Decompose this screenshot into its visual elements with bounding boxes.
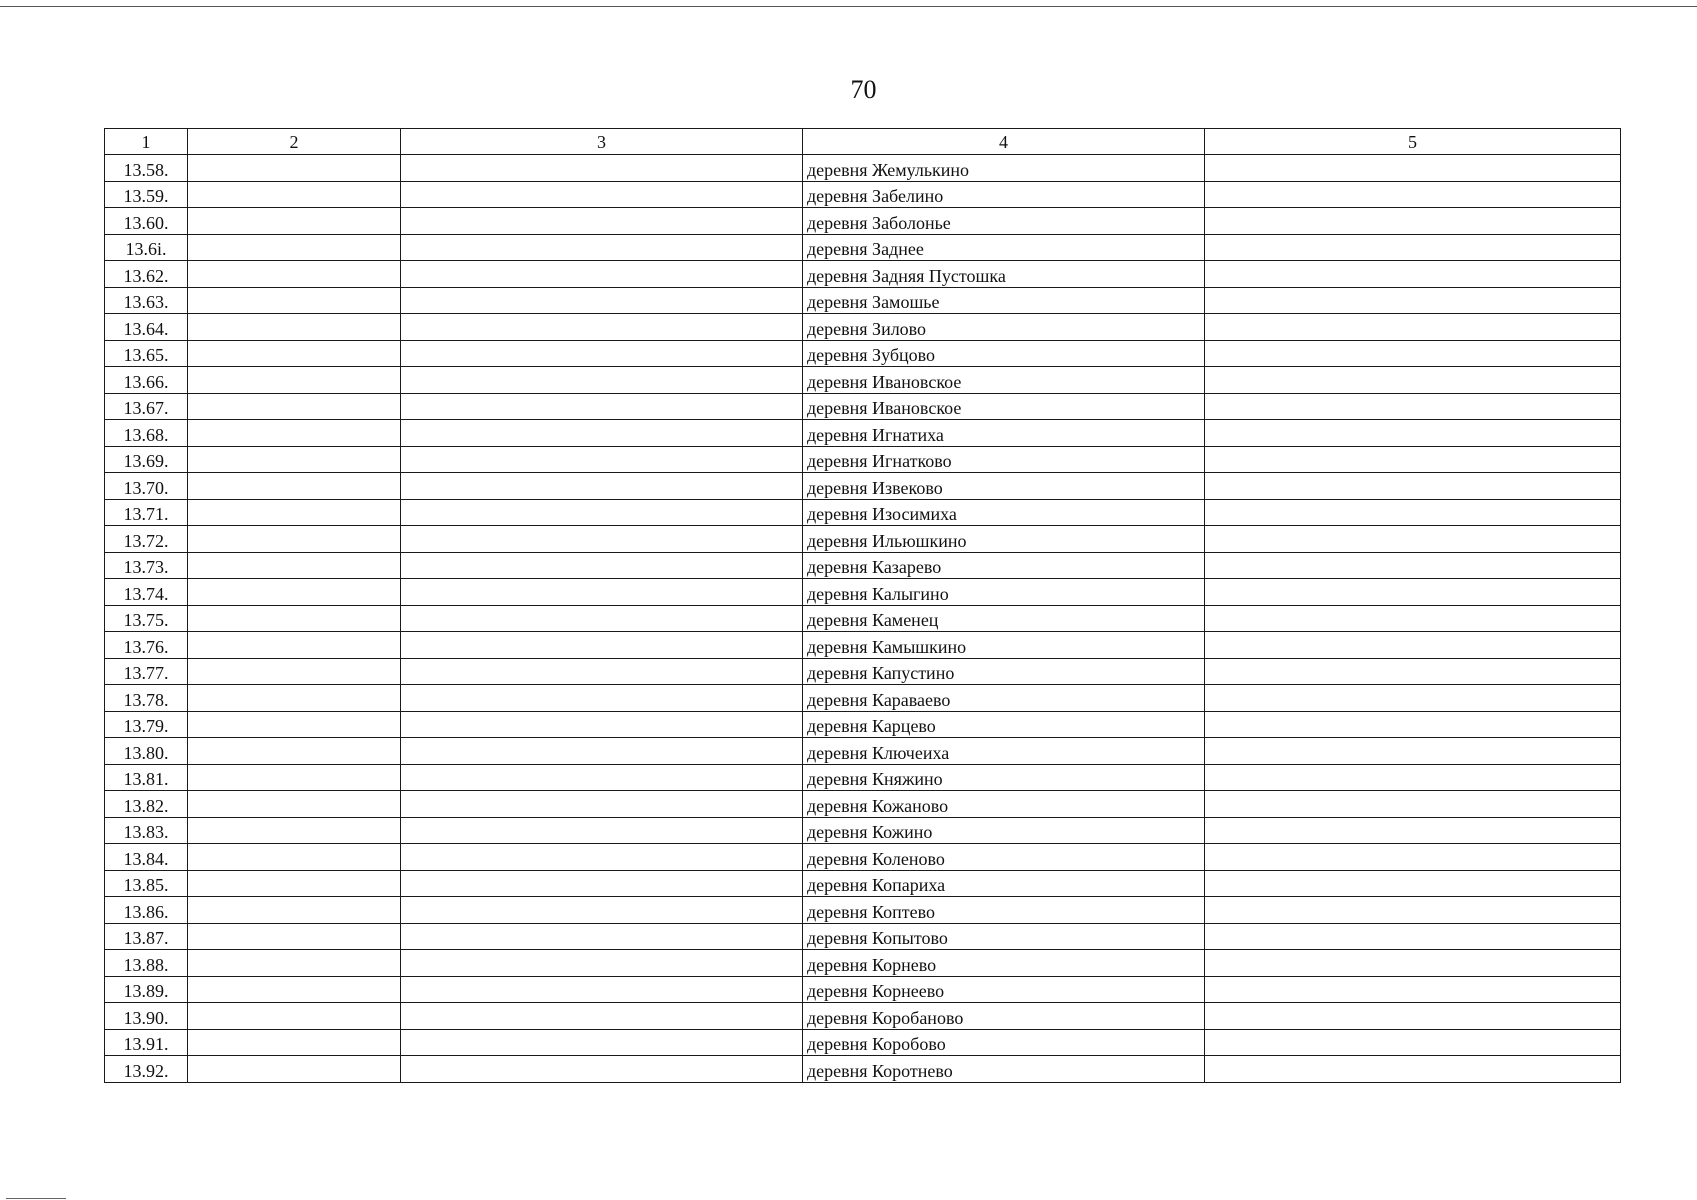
column-3-cell — [401, 1056, 803, 1083]
column-2-cell — [188, 764, 401, 791]
settlement-name-cell: деревня Казарево — [803, 552, 1205, 579]
settlement-name-cell: деревня Извеково — [803, 473, 1205, 500]
column-3-cell — [401, 155, 803, 182]
column-3-cell — [401, 499, 803, 526]
column-2-cell — [188, 1003, 401, 1030]
column-5-cell — [1205, 420, 1621, 447]
row-number-cell: 13.6i. — [105, 234, 188, 261]
column-2-cell — [188, 446, 401, 473]
row-number-cell: 13.85. — [105, 870, 188, 897]
column-2-cell — [188, 393, 401, 420]
column-5-cell — [1205, 446, 1621, 473]
column-2-cell — [188, 685, 401, 712]
table-row — [105, 155, 1621, 182]
table-row — [105, 711, 1621, 738]
settlement-name-cell: деревня Игнатиха — [803, 420, 1205, 447]
column-3-cell — [401, 950, 803, 977]
table-row — [105, 632, 1621, 659]
column-3-cell — [401, 261, 803, 288]
row-number-cell: 13.69. — [105, 446, 188, 473]
row-number-cell: 13.60. — [105, 208, 188, 235]
table-row — [105, 1029, 1621, 1056]
row-number-cell: 13.80. — [105, 738, 188, 765]
column-2-cell — [188, 844, 401, 871]
table-row — [105, 923, 1621, 950]
column-3-cell — [401, 234, 803, 261]
table-row — [105, 579, 1621, 606]
row-number-cell: 13.89. — [105, 976, 188, 1003]
column-5-cell — [1205, 499, 1621, 526]
table-row — [105, 446, 1621, 473]
table-row — [105, 393, 1621, 420]
row-number-cell: 13.68. — [105, 420, 188, 447]
settlement-name-cell: деревня Коробово — [803, 1029, 1205, 1056]
column-2-cell — [188, 499, 401, 526]
column-3-cell — [401, 738, 803, 765]
table-row — [105, 764, 1621, 791]
column-3-cell — [401, 685, 803, 712]
column-5-cell — [1205, 261, 1621, 288]
column-3-cell — [401, 367, 803, 394]
column-3-cell — [401, 340, 803, 367]
column-5-cell — [1205, 579, 1621, 606]
column-3-cell — [401, 287, 803, 314]
settlement-name-cell: деревня Забелино — [803, 181, 1205, 208]
column-5-cell — [1205, 844, 1621, 871]
row-number-cell: 13.71. — [105, 499, 188, 526]
table-row — [105, 685, 1621, 712]
column-3-cell — [401, 181, 803, 208]
row-number-cell: 13.90. — [105, 1003, 188, 1030]
table-row — [105, 552, 1621, 579]
column-5-cell — [1205, 1003, 1621, 1030]
settlement-name-cell: деревня Капустино — [803, 658, 1205, 685]
column-3-cell — [401, 923, 803, 950]
column-5-cell — [1205, 314, 1621, 341]
column-3-cell — [401, 605, 803, 632]
settlement-name-cell: деревня Калыгино — [803, 579, 1205, 606]
row-number-cell: 13.92. — [105, 1056, 188, 1083]
settlement-name-cell: деревня Каменец — [803, 605, 1205, 632]
table-row — [105, 844, 1621, 871]
table-row — [105, 897, 1621, 924]
page-number: 70 — [850, 75, 877, 104]
table-row — [105, 181, 1621, 208]
column-5-cell — [1205, 605, 1621, 632]
column-header-5: 5 — [1205, 129, 1621, 155]
column-2-cell — [188, 340, 401, 367]
settlement-name-cell: деревня Замошье — [803, 287, 1205, 314]
settlement-name-cell: деревня Изосимиха — [803, 499, 1205, 526]
column-3-cell — [401, 526, 803, 553]
column-2-cell — [188, 234, 401, 261]
column-5-cell — [1205, 1029, 1621, 1056]
column-5-cell — [1205, 181, 1621, 208]
table-row — [105, 208, 1621, 235]
row-number-cell: 13.74. — [105, 579, 188, 606]
column-2-cell — [188, 658, 401, 685]
table-row — [105, 287, 1621, 314]
column-header-4: 4 — [803, 129, 1205, 155]
column-3-cell — [401, 817, 803, 844]
column-5-cell — [1205, 685, 1621, 712]
column-2-cell — [188, 552, 401, 579]
header-row — [105, 129, 1621, 155]
table-row — [105, 367, 1621, 394]
table-row — [105, 658, 1621, 685]
column-2-cell — [188, 923, 401, 950]
column-3-cell — [401, 552, 803, 579]
column-5-cell — [1205, 870, 1621, 897]
column-header-1: 1 — [105, 129, 188, 155]
column-3-cell — [401, 314, 803, 341]
column-5-cell — [1205, 552, 1621, 579]
settlement-name-cell: деревня Коптево — [803, 897, 1205, 924]
column-3-cell — [401, 208, 803, 235]
settlement-name-cell: деревня Карцево — [803, 711, 1205, 738]
table-row — [105, 473, 1621, 500]
settlement-name-cell: деревня Заднее — [803, 234, 1205, 261]
column-5-cell — [1205, 287, 1621, 314]
row-number-cell: 13.76. — [105, 632, 188, 659]
table-row — [105, 261, 1621, 288]
column-5-cell — [1205, 393, 1621, 420]
top-rule — [0, 6, 1697, 7]
row-number-cell: 13.64. — [105, 314, 188, 341]
column-2-cell — [188, 208, 401, 235]
row-number-cell: 13.77. — [105, 658, 188, 685]
column-2-cell — [188, 1029, 401, 1056]
column-5-cell — [1205, 367, 1621, 394]
row-number-cell: 13.78. — [105, 685, 188, 712]
column-5-cell — [1205, 340, 1621, 367]
table-row — [105, 1003, 1621, 1030]
settlements-table — [104, 128, 1621, 1083]
column-5-cell — [1205, 791, 1621, 818]
row-number-cell: 13.58. — [105, 155, 188, 182]
column-2-cell — [188, 526, 401, 553]
row-number-cell: 13.87. — [105, 923, 188, 950]
row-number-cell: 13.62. — [105, 261, 188, 288]
column-2-cell — [188, 632, 401, 659]
column-3-cell — [401, 870, 803, 897]
settlement-name-cell: деревня Ивановское — [803, 367, 1205, 394]
settlement-name-cell: деревня Коротнево — [803, 1056, 1205, 1083]
column-3-cell — [401, 1029, 803, 1056]
table-row — [105, 314, 1621, 341]
row-number-cell: 13.91. — [105, 1029, 188, 1056]
column-5-cell — [1205, 976, 1621, 1003]
column-2-cell — [188, 579, 401, 606]
column-2-cell — [188, 738, 401, 765]
column-2-cell — [188, 1056, 401, 1083]
settlement-name-cell: деревня Корнеево — [803, 976, 1205, 1003]
settlement-name-cell: деревня Заболонье — [803, 208, 1205, 235]
table-row — [105, 420, 1621, 447]
table-row — [105, 738, 1621, 765]
column-2-cell — [188, 287, 401, 314]
settlement-name-cell: деревня Жемулькино — [803, 155, 1205, 182]
column-3-cell — [401, 658, 803, 685]
column-3-cell — [401, 711, 803, 738]
column-2-cell — [188, 817, 401, 844]
column-5-cell — [1205, 526, 1621, 553]
row-number-cell: 13.81. — [105, 764, 188, 791]
settlement-name-cell: деревня Зубцово — [803, 340, 1205, 367]
column-5-cell — [1205, 950, 1621, 977]
column-5-cell — [1205, 738, 1621, 765]
column-2-cell — [188, 897, 401, 924]
column-header-3: 3 — [401, 129, 803, 155]
column-5-cell — [1205, 155, 1621, 182]
column-2-cell — [188, 605, 401, 632]
settlement-name-cell: деревня Ключеиха — [803, 738, 1205, 765]
column-3-cell — [401, 632, 803, 659]
row-number-cell: 13.86. — [105, 897, 188, 924]
column-5-cell — [1205, 923, 1621, 950]
row-number-cell: 13.75. — [105, 605, 188, 632]
settlement-name-cell: деревня Зилово — [803, 314, 1205, 341]
column-2-cell — [188, 181, 401, 208]
settlement-name-cell: деревня Камышкино — [803, 632, 1205, 659]
column-5-cell — [1205, 764, 1621, 791]
settlement-name-cell: деревня Корнево — [803, 950, 1205, 977]
row-number-cell: 13.63. — [105, 287, 188, 314]
row-number-cell: 13.82. — [105, 791, 188, 818]
table-row — [105, 605, 1621, 632]
row-number-cell: 13.66. — [105, 367, 188, 394]
column-5-cell — [1205, 234, 1621, 261]
column-3-cell — [401, 579, 803, 606]
table-row — [105, 340, 1621, 367]
column-2-cell — [188, 950, 401, 977]
table-row — [105, 499, 1621, 526]
column-5-cell — [1205, 1056, 1621, 1083]
row-number-cell: 13.67. — [105, 393, 188, 420]
table-body — [105, 155, 1621, 1083]
column-2-cell — [188, 420, 401, 447]
row-number-cell: 13.59. — [105, 181, 188, 208]
table-row — [105, 234, 1621, 261]
column-3-cell — [401, 844, 803, 871]
column-2-cell — [188, 711, 401, 738]
settlement-name-cell: деревня Кожаново — [803, 791, 1205, 818]
column-2-cell — [188, 367, 401, 394]
column-3-cell — [401, 446, 803, 473]
row-number-cell: 13.72. — [105, 526, 188, 553]
settlement-name-cell: деревня Игнатково — [803, 446, 1205, 473]
column-header-2: 2 — [188, 129, 401, 155]
column-3-cell — [401, 764, 803, 791]
column-3-cell — [401, 420, 803, 447]
settlement-name-cell: деревня Ильюшкино — [803, 526, 1205, 553]
column-3-cell — [401, 976, 803, 1003]
column-3-cell — [401, 393, 803, 420]
column-5-cell — [1205, 897, 1621, 924]
column-2-cell — [188, 261, 401, 288]
column-2-cell — [188, 976, 401, 1003]
settlement-name-cell: деревня Коробаново — [803, 1003, 1205, 1030]
table-row — [105, 1056, 1621, 1083]
table-row — [105, 791, 1621, 818]
settlement-name-cell: деревня Караваево — [803, 685, 1205, 712]
row-number-cell: 13.83. — [105, 817, 188, 844]
row-number-cell: 13.73. — [105, 552, 188, 579]
bottom-margin-mark — [6, 1198, 66, 1199]
column-5-cell — [1205, 632, 1621, 659]
column-5-cell — [1205, 208, 1621, 235]
column-2-cell — [188, 314, 401, 341]
column-5-cell — [1205, 711, 1621, 738]
column-3-cell — [401, 473, 803, 500]
row-number-cell: 13.88. — [105, 950, 188, 977]
column-3-cell — [401, 897, 803, 924]
settlement-name-cell: деревня Задняя Пустошка — [803, 261, 1205, 288]
table-row — [105, 817, 1621, 844]
settlement-name-cell: деревня Копытово — [803, 923, 1205, 950]
column-2-cell — [188, 791, 401, 818]
settlement-name-cell: деревня Ивановское — [803, 393, 1205, 420]
column-3-cell — [401, 791, 803, 818]
row-number-cell: 13.79. — [105, 711, 188, 738]
row-number-cell: 13.70. — [105, 473, 188, 500]
settlement-name-cell: деревня Копариха — [803, 870, 1205, 897]
column-5-cell — [1205, 658, 1621, 685]
table-row — [105, 976, 1621, 1003]
settlement-name-cell: деревня Княжино — [803, 764, 1205, 791]
table-row — [105, 870, 1621, 897]
table-row — [105, 950, 1621, 977]
column-2-cell — [188, 473, 401, 500]
column-3-cell — [401, 1003, 803, 1030]
settlement-name-cell: деревня Коленово — [803, 844, 1205, 871]
column-5-cell — [1205, 473, 1621, 500]
row-number-cell: 13.84. — [105, 844, 188, 871]
row-number-cell: 13.65. — [105, 340, 188, 367]
column-2-cell — [188, 870, 401, 897]
column-5-cell — [1205, 817, 1621, 844]
column-2-cell — [188, 155, 401, 182]
settlement-name-cell: деревня Кожино — [803, 817, 1205, 844]
table-row — [105, 526, 1621, 553]
